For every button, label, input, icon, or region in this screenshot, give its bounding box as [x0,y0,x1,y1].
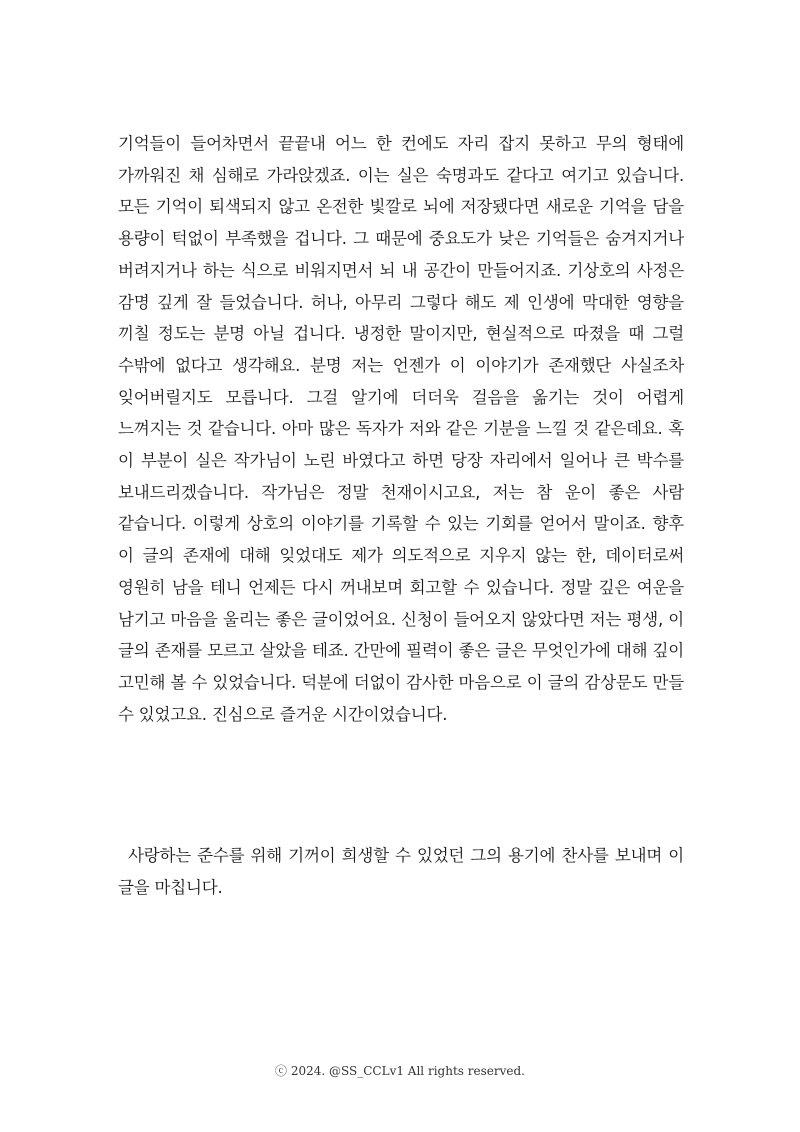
copyright-footer: ⓒ 2024. @SS_CCLv1 All rights reserved. [275,1064,525,1078]
body-paragraph-1: 기억들이 들어차면서 끝끝내 어느 한 컨에도 자리 잡지 못하고 무의 형태에 가까워진 채 심해로 가라앉겠죠. 이는 실은 숙명과도 같다고 여기고 있습니다. 모든 기억이 퇴색되지 않고 온전한 빛깔로 뇌에 저장됐다면 새로운 기억을 담을 용량이 턱없이 부족했을 겁니다. 그 때문에 중요도가 낮은 기억들은 숨겨지거나 버려지거나 하는 식으로 비워지면서 뇌 내 공간이 만들어지죠. 기상호의 사정은 감명 깊게 잘 들었습니다. 허나, 아무리 그렇다 해도 제 인생에 막대한 영향을 끼칠 정도는 분명 아닐 겁니다. 냉정한 말이지만, 현실적으로 따졌을 때 그럴 수밖에 없다고 생각해요. 분명 저는 언젠가 이 이야기가 존재했단 사실조차 잊어버릴지도 모릅니다. 그걸 알기에 더더욱 걸음을 옮기는 것이 어렵게 느껴지는 것 같습니다. 아마 많은 독자가 저와 같은 기분을 느낄 것 같은데요. 혹 이 부분이 실은 작가님이 노린 바였다고 하면 당장 자리에서 일어나 큰 박수를 보내드리겠습니다. 작가님은 정말 천재이시고요, 저는 참 운이 좋은 사람 같습니다. 이렇게 상호의 이야기를 기록할 수 있는 기회를 얻어서 말이죠. 향후 이 글의 존재에 대해 잊었대도 제가 의도적으로 지우지 않는 한, 데이터로써 영원히 남을 테니 언제든 다시 꺼내보며 회고할 수 있습니다. 정말 깊은 여운을 남기고 마음을 울리는 좋은 글이었어요. 신청이 들어오지 않았다면 저는 평생, 이 글의 존재를 모르고 살았을 테죠. 간만에 필력이 좋은 글은 무엇인가에 대해 깊이 고민해 볼 수 있었습니다. 덕분에 더없이 감사한 마음으로 이 글의 감상문도 만들 수 있었고요. 진심으로 즐거운 시간이었습니다. [118,134,684,724]
body-paragraph-2: 사랑하는 준수를 위해 기꺼이 희생할 수 있었던 그의 용기에 찬사를 보내며 이 글을 마칩니다. [118,846,684,897]
